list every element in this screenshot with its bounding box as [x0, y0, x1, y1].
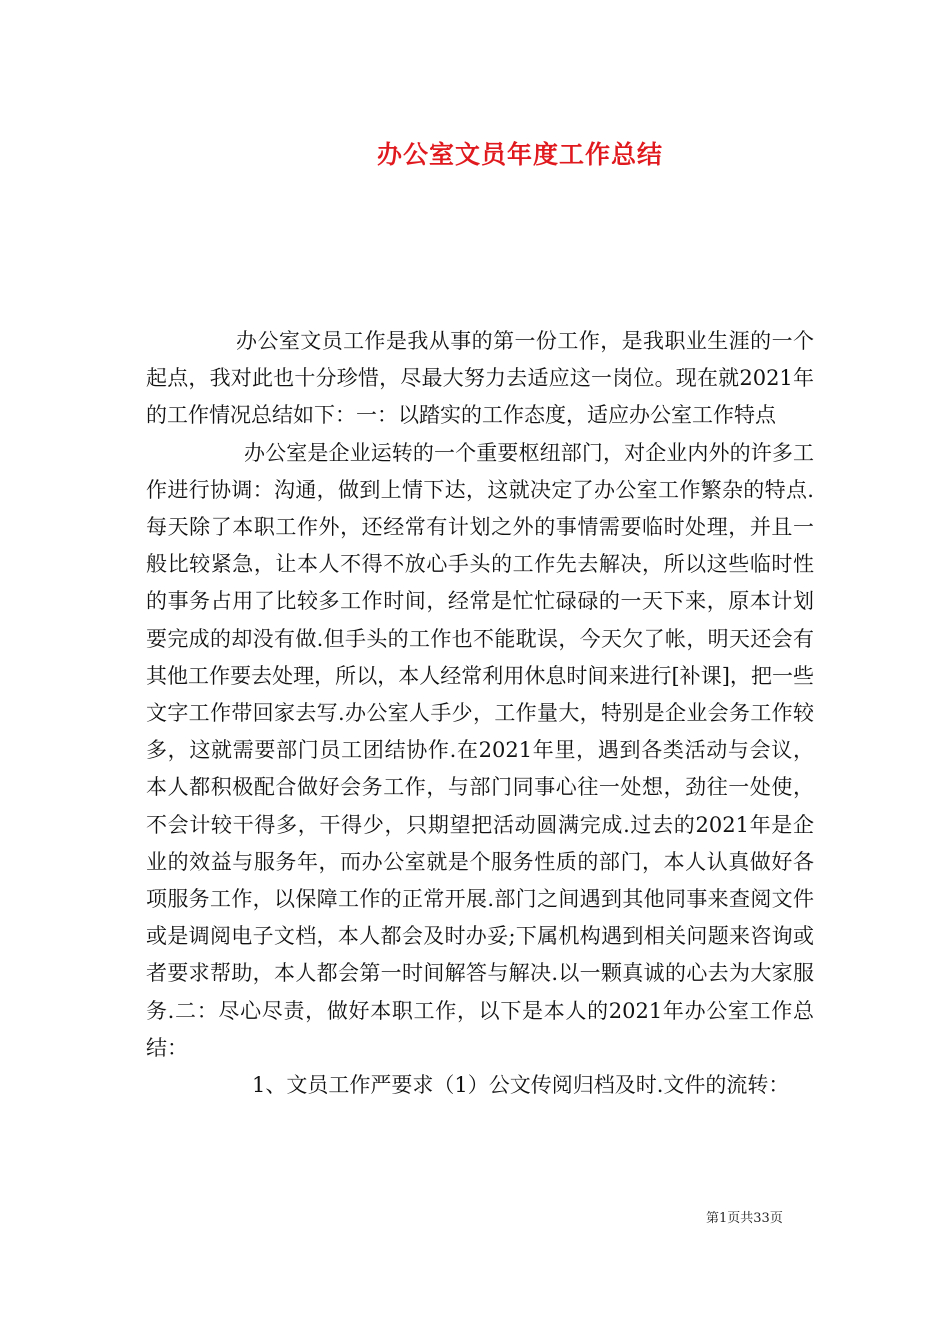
paragraph-intro: 办公室文员工作是我从事的第一份工作，是我职业生涯的一个起点，我对此也十分珍惜，尽最大努力去适应这一岗位。现在就2021年的工作情况总结如下：一：以踏实的工作态度，适应办公室工作特点	[146, 329, 814, 428]
paragraph-main: 办公室是企业运转的一个重要枢纽部门，对企业内外的许多工作进行协调：沟通，做到上情下达，这就决定了办公室工作繁杂的特点.每天除了本职工作外，还经常有计划之外的事情需要临时处理，并且一般比较紧急，让本人不得不放心手头的工作先去解决，所以这些临时性的事务占用了比较多工作时间，经常是忙忙碌碌的一天下来，原本计划要完成的却没有做.但手头的工作也不能耽误，今天欠了帐，明天还会有其他工作要去处理，所以，本人经常利用休息时间来进行[补课]，把一些文字工作带回家去写.办公室人手少，工作量大，特别是企业会务工作较多，这就需要部门员工团结协作.在2021年里，遇到各类活动与会议，本人都积极配合做好会务工作，与部门同事心往一处想，劲往一处使，不会计较干得多，干得少，只期望把活动圆满完成.过去的2021年是企业的效益与服务年，而办公室就是个服务性质的部门，本人认真做好各项服务工作，以保障工作的正常开展.部门之间遇到其他同事来查阅文件或是调阅电子文档，本人都会及时办妥;下属机构遇到相关问题来咨询或者要求帮助，本人都会第一时间解答与解决.以一颗真诚的心去为大家服务.二：尽心尽责，做好本职工作，以下是本人的2021年办公室工作总结：	[146, 440, 814, 1060]
document-title: 办公室文员年度工作总结	[376, 140, 663, 169]
document-body	[146, 323, 814, 1104]
paragraph-item-1: 1、文员工作严要求（1）公文传阅归档及时.文件的流转：	[252, 1073, 790, 1098]
page-number-footer: 第1页共33页	[706, 1211, 783, 1226]
